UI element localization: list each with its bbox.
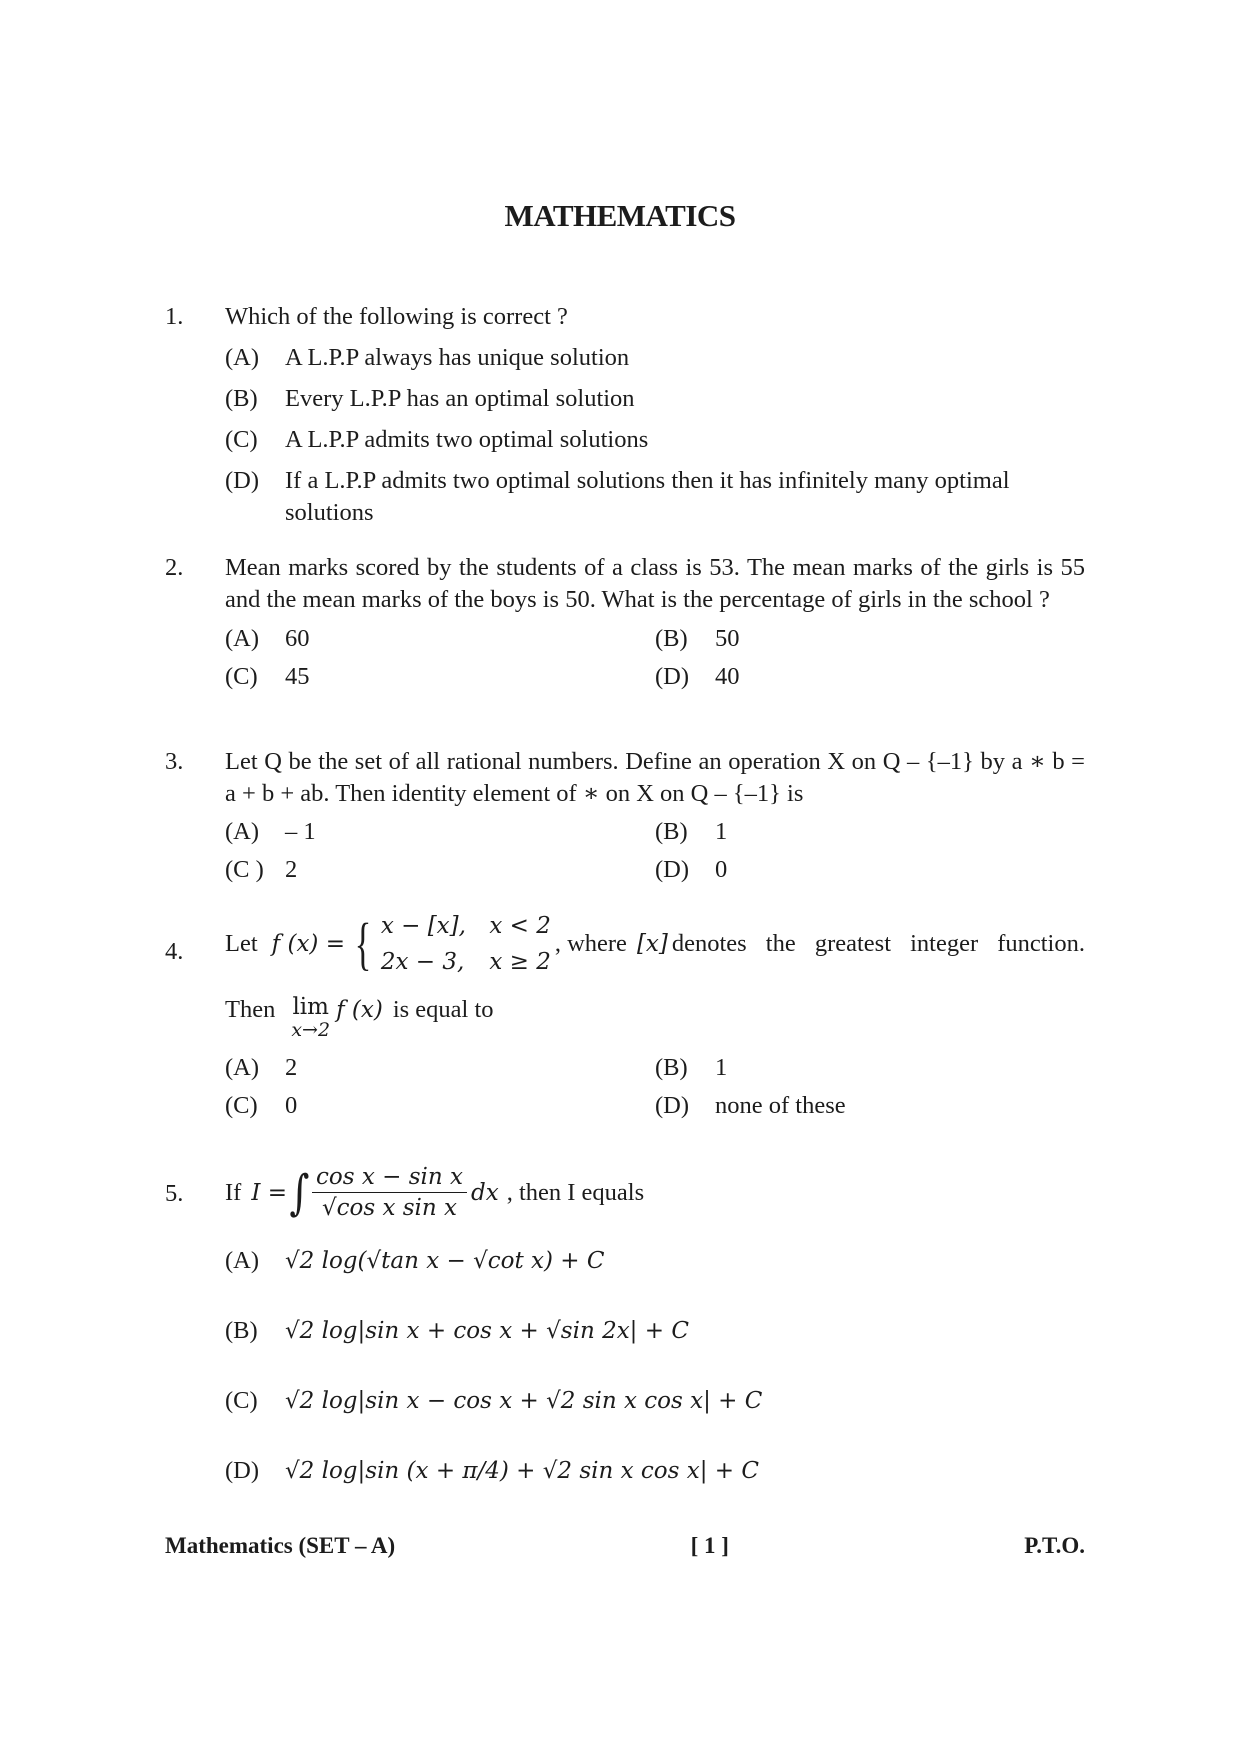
if-label: If — [225, 1178, 242, 1206]
option-label: (C) — [225, 1092, 258, 1119]
piecewise-definition — [225, 908, 1085, 980]
question-2 — [165, 552, 1085, 693]
option-label: (B) — [225, 385, 258, 412]
option-text: √2 log|sin x − cos x + √2 sin x cos x| + C — [285, 1388, 763, 1414]
question-text: is equal to — [392, 996, 494, 1023]
option-d — [225, 465, 1085, 529]
option-text: none of these — [715, 1092, 846, 1119]
option-text: 2 — [285, 1054, 298, 1081]
option-a — [225, 342, 1085, 374]
question-number: 5. — [165, 1180, 184, 1207]
option-text: 2 — [285, 856, 298, 883]
option-text: 0 — [715, 856, 728, 883]
option-b — [655, 1052, 1085, 1084]
question-text: denotes the greatest integer function. — [671, 930, 1085, 957]
option-b — [655, 623, 1085, 655]
option-text: 1 — [715, 1054, 728, 1081]
question-number: 4. — [165, 938, 184, 965]
option-d — [655, 854, 1085, 886]
limit-line — [225, 994, 1085, 1040]
page-title: MATHEMATICS — [504, 198, 736, 233]
let-label: Let — [225, 930, 258, 957]
option-text: 50 — [715, 625, 740, 652]
option-text: √2 log(√tan x − √cot x) + C — [285, 1248, 605, 1274]
numerator: cos x − sin x — [312, 1162, 467, 1193]
denominator: √cos x sin x — [321, 1195, 458, 1221]
option-text: 1 — [715, 818, 728, 845]
option-c — [225, 1385, 1085, 1417]
question-4 — [165, 908, 1085, 1122]
option-a — [225, 816, 655, 848]
option-d — [225, 1455, 1085, 1487]
option-label: (B) — [655, 625, 688, 652]
option-label: (C) — [225, 663, 258, 690]
question-text: , then I equals — [506, 1178, 645, 1206]
option-text: A L.P.P admits two optimal solutions — [285, 426, 649, 453]
differential: dx — [470, 1179, 499, 1206]
option-text: 0 — [285, 1092, 298, 1119]
option-b — [655, 816, 1085, 848]
option-b — [225, 383, 1085, 415]
option-label: (A) — [225, 625, 260, 652]
option-text: 45 — [285, 663, 310, 690]
option-label: (A) — [225, 1247, 260, 1274]
option-text: 60 — [285, 625, 310, 652]
question-1 — [165, 301, 1085, 529]
option-label: (C) — [225, 426, 258, 453]
question-number: 3. — [165, 748, 184, 775]
option-text: If a L.P.P admits two optimal solutions then it has infinitely many optimal solutions — [285, 467, 1010, 526]
case-1-expression: x − [x], — [380, 913, 466, 939]
question-5 — [165, 1162, 1085, 1487]
option-c — [225, 854, 655, 886]
footer-subject: Mathematics (SET – A) — [165, 1533, 396, 1558]
lim-label: lim — [292, 994, 329, 1020]
option-label: (D) — [655, 1092, 690, 1119]
option-label: (A) — [225, 818, 260, 845]
option-text: √2 log|sin (x + π/4) + √2 sin x cos x| + C — [285, 1458, 759, 1484]
option-label: (A) — [225, 344, 260, 371]
option-d — [655, 1090, 1085, 1122]
option-label: (B) — [655, 1054, 688, 1081]
then-label: Then — [225, 996, 276, 1023]
question-text: Let Q be the set of all rational numbers. Define an operation X on Q – {–1} by a ∗ b = a + b + ab. Then identity element of ∗ on X on Q – {–1} is — [225, 748, 1085, 807]
option-text: 40 — [715, 663, 740, 690]
lim-subscript: x→2 — [291, 1019, 331, 1041]
option-c — [225, 424, 1085, 456]
option-label: (C ) — [225, 856, 264, 883]
question-text: Mean marks scored by the students of a class is 53. The mean marks of the girls is 55 and the mean marks of the boys is 50. What is the percentage of girls in the school ? — [225, 554, 1085, 613]
piecewise-cases — [381, 908, 551, 980]
option-c — [225, 661, 655, 693]
option-a — [225, 1245, 1085, 1277]
pto-label: P.T.O. — [1024, 1533, 1085, 1558]
case-1-condition: x < 2 — [489, 913, 551, 939]
question-3 — [165, 746, 1085, 886]
option-text: Every L.P.P has an optimal solution — [285, 385, 635, 412]
option-a — [225, 1052, 655, 1084]
case-2-expression: 2x − 3, — [380, 949, 465, 975]
limit-function: f (x) — [336, 997, 383, 1023]
option-b — [225, 1315, 1085, 1347]
option-a — [225, 623, 655, 655]
integral-variable: I = — [251, 1179, 287, 1206]
option-text: √2 log|sin x + cos x + √sin 2x| + C — [285, 1318, 689, 1344]
question-number: 1. — [165, 303, 184, 330]
page-footer — [165, 1530, 1085, 1562]
option-label: (D) — [655, 856, 690, 883]
function-name: f (x) = — [271, 931, 345, 957]
greatest-integer-symbol: [x] — [636, 931, 668, 957]
option-label: (C) — [225, 1387, 258, 1414]
where-label: , where — [554, 930, 627, 957]
integrand-fraction — [312, 1162, 467, 1223]
option-d — [655, 661, 1085, 693]
integral-definition — [225, 1162, 1085, 1223]
option-c — [225, 1090, 655, 1122]
question-number: 2. — [165, 554, 184, 581]
limit-expression — [291, 994, 330, 1040]
option-label: (B) — [225, 1317, 258, 1344]
option-label: (A) — [225, 1054, 260, 1081]
case-2-condition: x ≥ 2 — [489, 949, 551, 975]
page-number: [ 1 ] — [690, 1533, 729, 1558]
option-label: (D) — [225, 1457, 260, 1484]
option-text: A L.P.P always has unique solution — [285, 344, 630, 371]
option-label: (D) — [655, 663, 690, 690]
integral-symbol: ∫ — [289, 1164, 310, 1221]
question-text: Which of the following is correct ? — [225, 303, 568, 330]
option-label: (D) — [225, 467, 260, 494]
option-text: – 1 — [285, 818, 316, 845]
option-label: (B) — [655, 818, 688, 845]
brace-symbol: { — [354, 911, 372, 976]
